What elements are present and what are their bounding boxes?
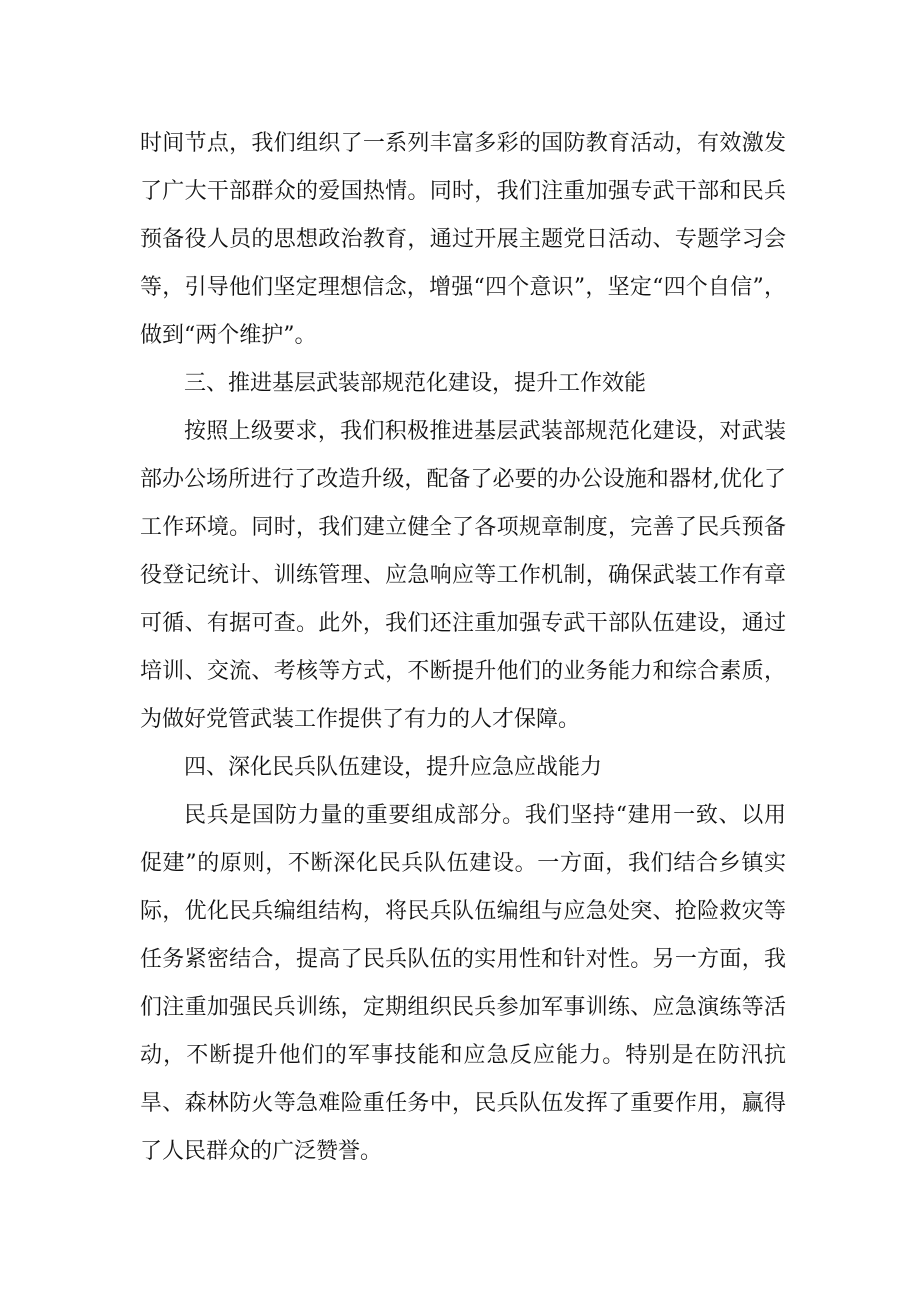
section-heading-3: 三、推进基层武装部规范化建设，提升工作效能 [184, 371, 647, 396]
paragraph-section-3: 按照上级要求，我们积极推进基层武装部规范化建设，对武装部办公场所进行了改造升级，配备了必要的办公设施和器材,优化了工作环境。同时，我们建立健全了各项规章制度，完善了民兵预备役登记统计、训练管理、应急响应等工作机制，确保武装工作有章可循、有据可查。此外，我们还注重加强专武干部队伍建设，通过培训、交流、考核等方式，不断提升他们的业务能力和综合素质，为做好党管武装工作提供了有力的人才保障。 [140, 419, 786, 732]
document-body [140, 120, 786, 1176]
section-heading-4: 四、深化民兵队伍建设，提升应急应战能力 [184, 755, 603, 780]
paragraph-continuation: 时间节点，我们组织了一系列丰富多彩的国防教育活动，有效激发了广大干部群众的爱国热情。同时，我们注重加强专武干部和民兵预备役人员的思想政治教育，通过开展主题党日活动、专题学习会等，引导他们坚定理想信念，增强“四个意识”，坚定“四个自信”，做到“两个维护”。 [140, 131, 786, 348]
paragraph-section-4: 民兵是国防力量的重要组成部分。我们坚持“建用一致、以用促建”的原则，不断深化民兵队伍建设。一方面，我们结合乡镇实际，优化民兵编组结构，将民兵队伍编组与应急处突、抢险救灾等任务紧密结合，提高了民兵队伍的实用性和针对性。另一方面，我们注重加强民兵训练，定期组织民兵参加军事训练、应急演练等活动，不断提升他们的军事技能和应急反应能力。特别是在防汛抗旱、森林防火等急难险重任务中，民兵队伍发挥了重要作用，赢得了人民群众的广泛赞誉。 [140, 803, 786, 1164]
